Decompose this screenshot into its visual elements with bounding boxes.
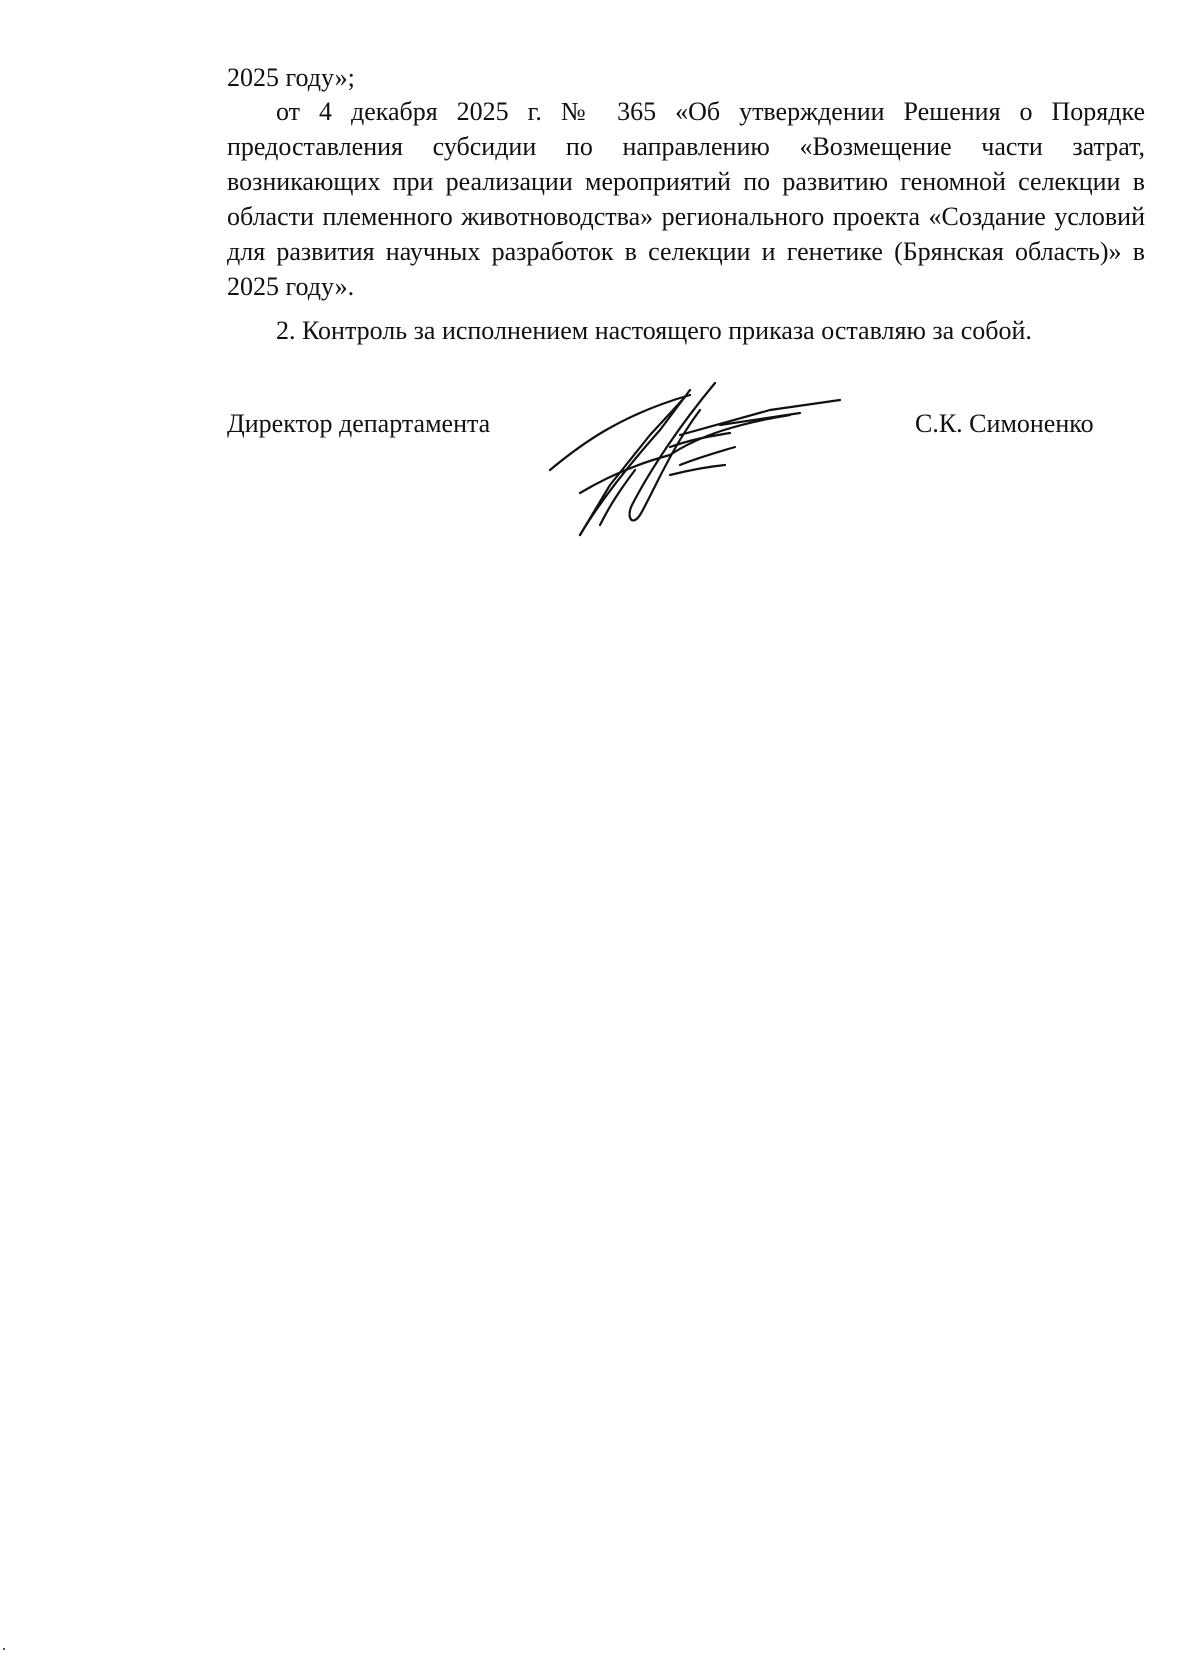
order-reference-paragraph: от 4 декабря 2025 г. № 365 «Об утверждении Решения о Порядке предоставления субсидии по направлению «Возмещение части затрат, возникающих при реализации мероприятий по развитию геномной селекции в области племенного животноводства» регионального проекта «Создание условий для развития научных разработок в селекции и генетике (Брянская область)» в 2025 году».	[227, 97, 1145, 301]
handwritten-signature	[540, 375, 850, 545]
signatory-name: С.К. Симоненко	[915, 409, 1094, 438]
continuation-line: 2025 году»;	[227, 63, 355, 92]
scan-artifact	[3, 1648, 5, 1650]
signatory-position: Директор департамента	[227, 409, 491, 438]
control-paragraph: 2. Контроль за исполнением настоящего приказа оставляю за собой.	[276, 316, 1032, 345]
